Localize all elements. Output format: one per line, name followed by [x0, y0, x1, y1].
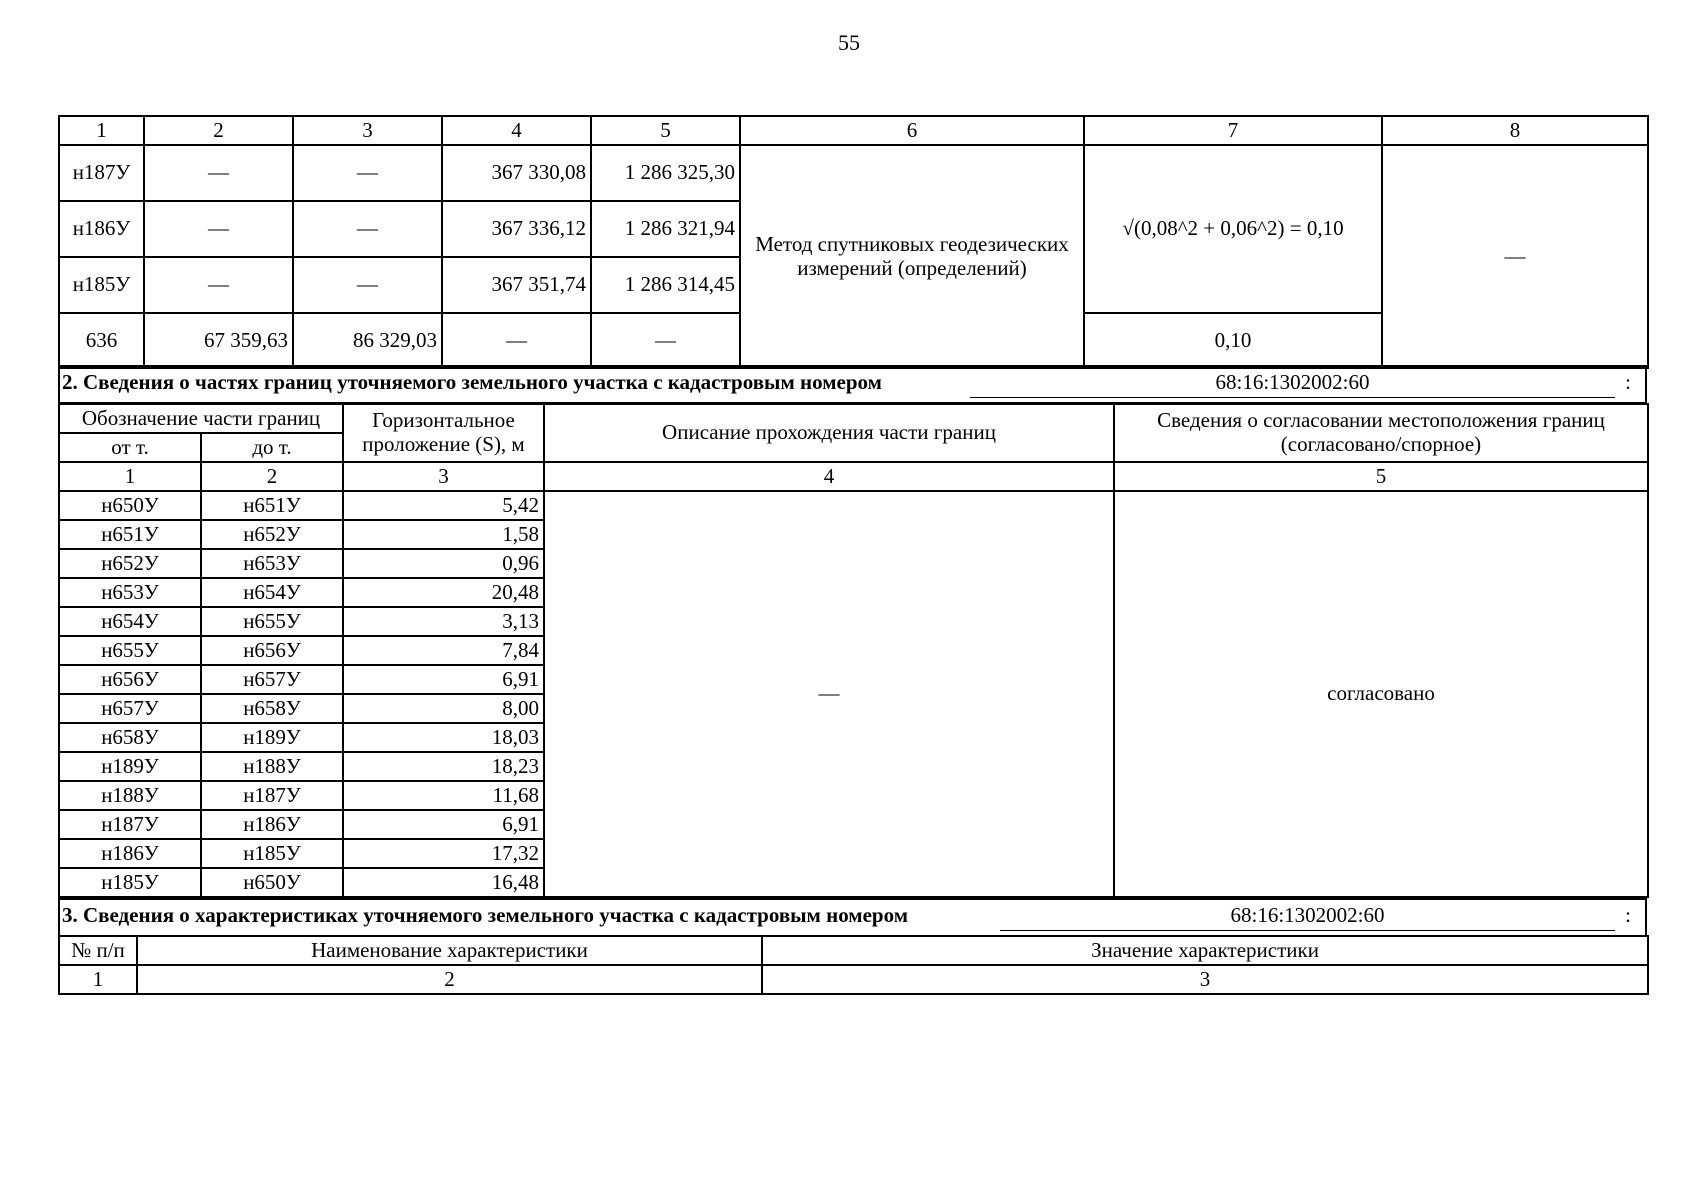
from-point: н185У [59, 868, 201, 897]
column-number-row [59, 462, 1648, 491]
from-point: н187У [59, 810, 201, 839]
from-point: н658У [59, 723, 201, 752]
description-header: Описание прохождения части границ [544, 404, 1114, 462]
horizontal-value: 16,48 [343, 868, 544, 897]
horizontal-value: 3,13 [343, 607, 544, 636]
table-row [59, 145, 1648, 201]
horizontal-value: 0,96 [343, 549, 544, 578]
name-header: Наименование характеристики [137, 936, 762, 965]
horizontal-value: 6,91 [343, 810, 544, 839]
horizontal-value: 8,00 [343, 694, 544, 723]
to-point: н651У [201, 491, 343, 520]
to-point: н186У [201, 810, 343, 839]
to-header: до т. [201, 433, 343, 462]
table-row [59, 491, 1648, 520]
col8-cell: — [1382, 145, 1648, 368]
to-point: н187У [201, 781, 343, 810]
value-header: Значение характеристики [762, 936, 1648, 965]
to-point: н185У [201, 839, 343, 868]
from-point: н651У [59, 520, 201, 549]
table-header-row [59, 404, 1648, 433]
horizontal-value: 18,03 [343, 723, 544, 752]
section2-heading [58, 365, 1647, 404]
section3-title: 3. Сведения о характеристиках уточняемого земельного участка с кадастровым номером [62, 903, 909, 927]
column-number-row [59, 965, 1648, 994]
agreement-header: Сведения о согласовании местоположения границ (согласовано/спорное) [1114, 404, 1648, 462]
from-point: н186У [59, 839, 201, 868]
section2-cadastral-number: 68:16:1302002:60 [970, 371, 1615, 398]
cell-x-old: — [144, 201, 293, 257]
col-number: 1 [59, 462, 201, 491]
horizontal-value: 5,42 [343, 491, 544, 520]
boundary-parts-table [58, 403, 1649, 898]
cell-x-new: — [442, 313, 591, 368]
col-number: 3 [343, 462, 544, 491]
cell-y-new: 1 286 321,94 [591, 201, 740, 257]
point-name: н185У [59, 257, 144, 313]
col-header-7: 7 [1084, 116, 1382, 145]
table-header-row [59, 116, 1648, 145]
horizontal-header: Горизонтальное проложение (S), м [343, 404, 544, 462]
col-number: 3 [762, 965, 1648, 994]
point-name: 636 [59, 313, 144, 368]
horizontal-value: 1,58 [343, 520, 544, 549]
section3-cadastral-number: 68:16:1302002:60 [1000, 904, 1615, 931]
page-number: 55 [838, 30, 860, 55]
from-point: н657У [59, 694, 201, 723]
cell-x-old: 67 359,63 [144, 313, 293, 368]
to-point: н188У [201, 752, 343, 781]
horizontal-value: 6,91 [343, 665, 544, 694]
from-point: н189У [59, 752, 201, 781]
point-name: н187У [59, 145, 144, 201]
horizontal-value: 20,48 [343, 578, 544, 607]
cell-y-old: 86 329,03 [293, 313, 442, 368]
to-point: н655У [201, 607, 343, 636]
col-number: 2 [137, 965, 762, 994]
col-header-5: 5 [591, 116, 740, 145]
col-number: 5 [1114, 462, 1648, 491]
col-number: 2 [201, 462, 343, 491]
from-point: н655У [59, 636, 201, 665]
accuracy-last-cell: 0,10 [1084, 313, 1382, 368]
method-cell: Метод спутниковых геодезических измерений (определений) [740, 145, 1084, 368]
section3-heading [58, 898, 1647, 937]
section3-colon: : [1625, 903, 1631, 927]
cell-y-old: — [293, 145, 442, 201]
col-header-6: 6 [740, 116, 1084, 145]
accuracy-formula-cell: √(0,08^2 + 0,06^2) = 0,10 [1084, 145, 1382, 313]
cell-y-new: 1 286 325,30 [591, 145, 740, 201]
from-point: н653У [59, 578, 201, 607]
coordinates-table [58, 115, 1649, 369]
from-point: н650У [59, 491, 201, 520]
cell-y-new: 1 286 314,45 [591, 257, 740, 313]
col-header-4: 4 [442, 116, 591, 145]
to-point: н656У [201, 636, 343, 665]
horizontal-value: 17,32 [343, 839, 544, 868]
point-name: н186У [59, 201, 144, 257]
col-header-3: 3 [293, 116, 442, 145]
col-number: 4 [544, 462, 1114, 491]
table-header-row [59, 936, 1648, 965]
horizontal-value: 7,84 [343, 636, 544, 665]
from-point: н652У [59, 549, 201, 578]
cell-x-old: — [144, 145, 293, 201]
to-point: н652У [201, 520, 343, 549]
cell-x-new: 367 351,74 [442, 257, 591, 313]
from-header: от т. [59, 433, 201, 462]
horizontal-value: 18,23 [343, 752, 544, 781]
horizontal-value: 11,68 [343, 781, 544, 810]
col-header-2: 2 [144, 116, 293, 145]
to-point: н654У [201, 578, 343, 607]
cell-x-new: 367 330,08 [442, 145, 591, 201]
to-point: н650У [201, 868, 343, 897]
agreement-value: согласовано [1114, 491, 1648, 897]
cell-y-old: — [293, 201, 442, 257]
col-header-8: 8 [1382, 116, 1648, 145]
cell-y-old: — [293, 257, 442, 313]
col-header-1: 1 [59, 116, 144, 145]
characteristics-table [58, 935, 1649, 995]
from-point: н188У [59, 781, 201, 810]
num-header: № п/п [59, 936, 137, 965]
col-number: 1 [59, 965, 137, 994]
to-point: н189У [201, 723, 343, 752]
from-point: н654У [59, 607, 201, 636]
cell-y-new: — [591, 313, 740, 368]
section2-colon: : [1625, 370, 1631, 394]
to-point: н657У [201, 665, 343, 694]
cell-x-new: 367 336,12 [442, 201, 591, 257]
to-point: н653У [201, 549, 343, 578]
designation-header: Обозначение части границ [59, 404, 343, 433]
from-point: н656У [59, 665, 201, 694]
description-value: — [544, 491, 1114, 897]
cell-x-old: — [144, 257, 293, 313]
section2-title: 2. Сведения о частях границ уточняемого земельного участка с кадастровым номером [62, 370, 882, 394]
to-point: н658У [201, 694, 343, 723]
